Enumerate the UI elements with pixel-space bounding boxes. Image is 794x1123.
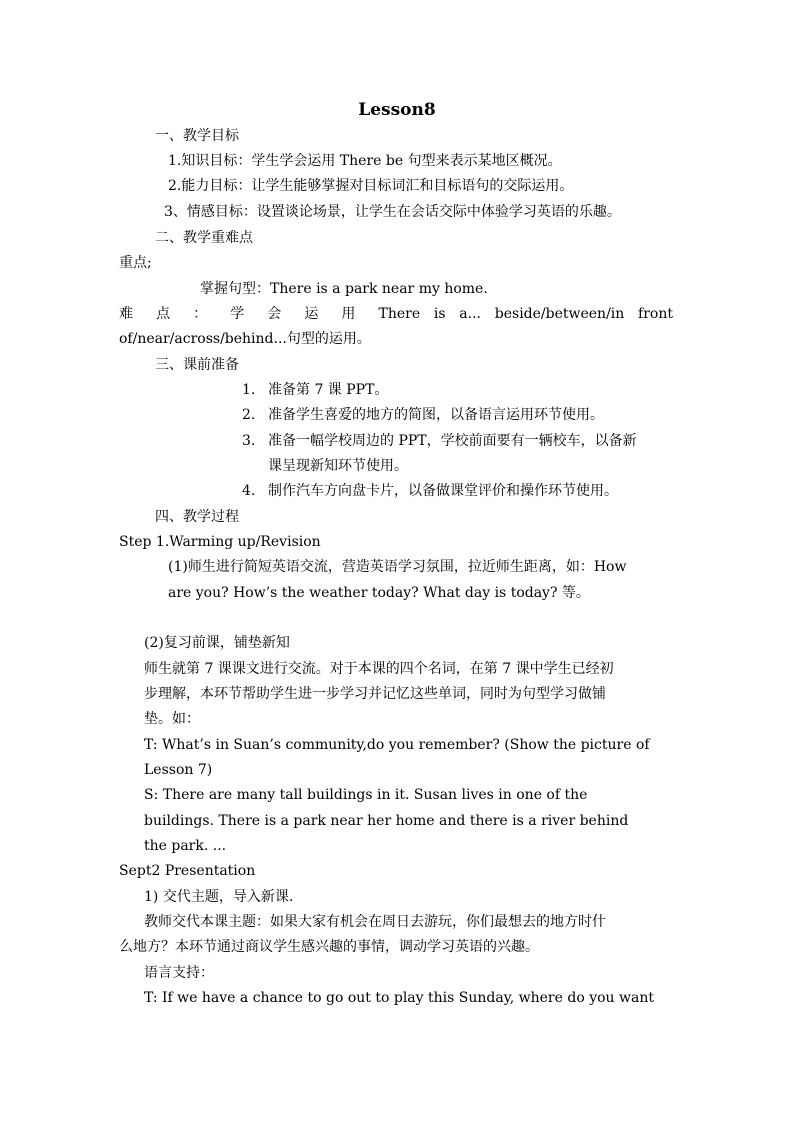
paragraph-line: (1)师生进行简短英语交流，营造英语学习氛围，拉近师生距离，如：How [168,559,627,575]
item-number: 4. [242,483,256,499]
item-number: 1. [242,382,256,398]
sub-heading: (2)复习前课，铺垫新知 [144,635,290,651]
item-number: 3. [242,433,256,449]
section-heading-objectives: 一、教学目标 [155,128,239,144]
objective-item: 2.能力目标：让学生能够掌握对目标词汇和目标语句的交际运用。 [168,178,574,194]
item-text: 准备第 7 课 PPT。 [268,382,389,398]
item-text: 准备学生喜爱的地方的简图，以备语言运用环节使用。 [268,407,604,423]
section-heading-process: 四、教学过程 [155,509,239,525]
paragraph-line: 步理解，本环节帮助学生进一步学习并记忆这些单词，同时为句型学习做铺 [144,686,606,702]
objective-item: 3、情感目标：设置谈论场景，让学生在会话交际中体验学习英语的乐趣。 [164,204,621,220]
paragraph-line: 垫。如： [144,711,200,727]
dialogue-line: Lesson 7) [144,762,213,778]
item-text: 制作汽车方向盘卡片，以备做课堂评价和操作环节使用。 [268,483,618,499]
key-point-label: 重点; [119,255,152,271]
document-title: Lesson8 [358,100,436,120]
difficulty-line: 难 点 ： 学 会 运 用 There is a... beside/between/in front [119,306,673,322]
paragraph-line: 师生就第 7 课课文进行交流。对于本课的四个名词，在第 7 课中学生已经初 [144,661,614,677]
preparation-item [242,406,604,424]
difficulty-line: of/near/across/behind...句型的运用。 [119,331,371,347]
step-heading: Step 1.Warming up/Revision [119,534,321,550]
dialogue-line: T: If we have a chance to go out to play this Sunday, where do you want [144,990,654,1006]
paragraph-line: are you? How’s the weather today? What day is today? 等。 [168,585,590,601]
preparation-item [242,482,618,500]
dialogue-line: S: There are many tall buildings in it. Susan lives in one of the [144,787,588,803]
preparation-item [242,432,637,450]
item-text-continued: 课呈现新知环节使用。 [268,458,408,474]
item-number: 2. [242,407,256,423]
paragraph-line: 么地方？本环节通过商议学生感兴趣的事情，调动学习英语的兴趣。 [119,939,539,955]
language-support-label: 语言支持： [144,965,214,981]
dialogue-line: T: What’s in Suan’s community,do you remember? (Show the picture of [144,737,650,753]
dialogue-line: the park. ... [144,838,227,854]
item-text: 准备一幅学校周边的 PPT，学校前面要有一辆校车，以备新 [268,433,637,449]
dialogue-line: buildings. There is a park near her home and there is a river behind [144,813,629,829]
step-heading: Sept2 Presentation [119,863,256,879]
sub-heading: 1) 交代主题，导入新课. [144,889,294,905]
key-point-text: 掌握句型：There is a park near my home. [200,281,488,297]
preparation-item [242,381,388,399]
section-heading-preparation: 三、课前准备 [155,357,239,373]
objective-item: 1.知识目标：学生学会运用 There be 句型来表示某地区概况。 [168,153,562,169]
paragraph-line: 教师交代本课主题：如果大家有机会在周日去游玩，你们最想去的地方时什 [144,914,606,930]
section-heading-key-points: 二、教学重难点 [155,230,253,246]
